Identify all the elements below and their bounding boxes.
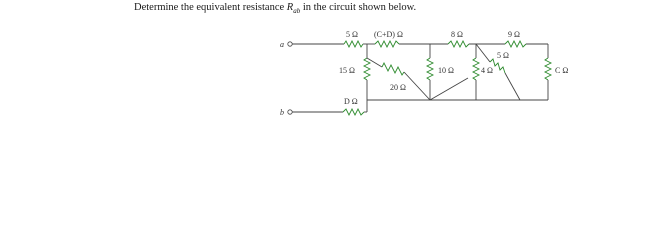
terminal-b-label: b bbox=[280, 108, 284, 117]
terminal-b bbox=[288, 110, 292, 114]
label-9ohm-top: 9 Ω bbox=[508, 30, 520, 39]
resistor-d-ohm bbox=[343, 109, 364, 115]
wire-5ohm-diag-start bbox=[430, 78, 468, 100]
terminal-a bbox=[288, 42, 292, 46]
resistor-20ohm-diagonal bbox=[382, 63, 404, 75]
label-5ohm-diagonal: 5 Ω bbox=[497, 51, 509, 60]
resistor-15ohm bbox=[364, 58, 370, 80]
wire-5ohm-diag-b bbox=[505, 73, 520, 100]
resistor-8ohm-top bbox=[448, 41, 469, 47]
label-c-ohm: C Ω bbox=[555, 66, 569, 75]
label-8ohm-top: 8 Ω bbox=[451, 30, 463, 39]
variable-subscript: ab bbox=[293, 7, 301, 16]
label-5ohm-top: 5 Ω bbox=[346, 30, 358, 39]
resistor-5ohm-top bbox=[344, 41, 363, 47]
label-20ohm: 20 Ω bbox=[390, 83, 406, 92]
label-cd-ohm-top: (C+D) Ω bbox=[374, 30, 403, 39]
label-d-ohm: D Ω bbox=[344, 97, 358, 106]
resistor-c-ohm bbox=[545, 58, 551, 80]
resistor-10ohm bbox=[427, 58, 433, 80]
variable-r: R bbox=[286, 2, 294, 13]
resistor-9ohm-top bbox=[505, 41, 526, 47]
label-4ohm: 4 Ω bbox=[481, 66, 493, 75]
wire-5ohm-diag-a bbox=[476, 44, 490, 62]
question-suffix: in the circuit shown below. bbox=[300, 2, 417, 13]
resistor-4ohm bbox=[473, 58, 479, 80]
question-prefix: Determine the equivalent resistance bbox=[134, 2, 287, 13]
wire-diag-end bbox=[404, 72, 430, 100]
label-10ohm: 10 Ω bbox=[438, 66, 454, 75]
resistor-cd-ohm-top bbox=[375, 41, 399, 47]
terminal-a-label: a bbox=[280, 40, 284, 49]
label-15ohm: 15 Ω bbox=[339, 66, 355, 75]
